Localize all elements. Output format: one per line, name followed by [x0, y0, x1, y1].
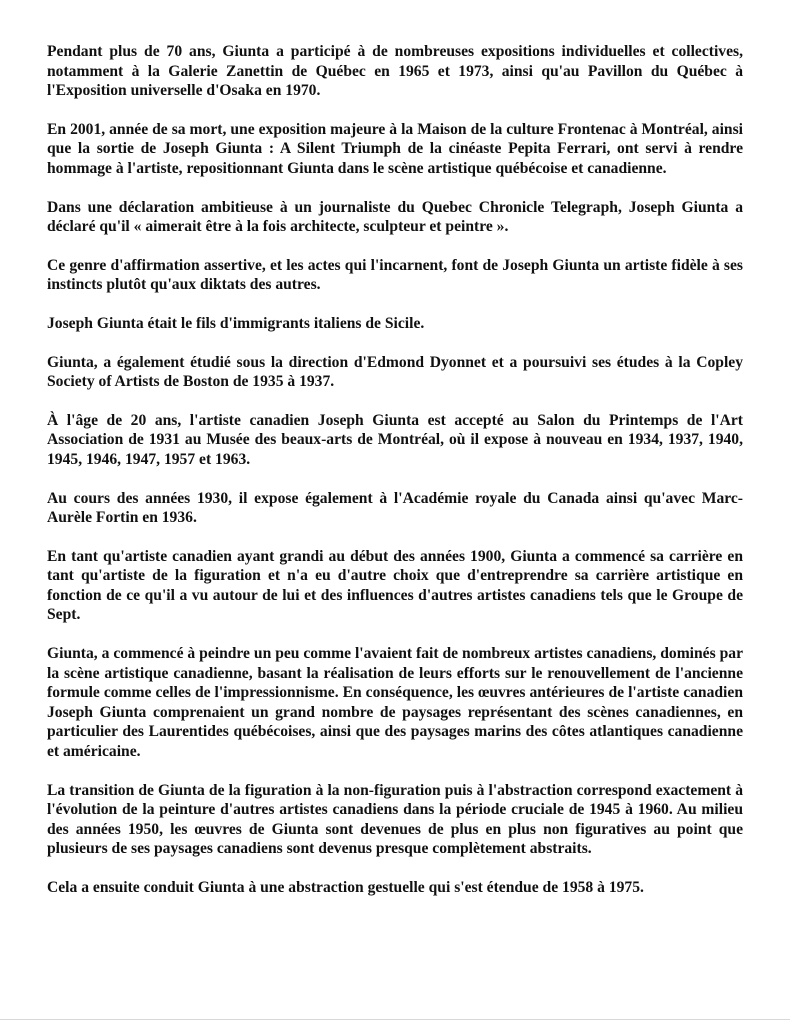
paragraph-osaka-exhibitions: Pendant plus de 70 ans, Giunta a participé à de nombreuses expositions individuelles et collectives, notamment à la Galerie Zanettin de Québec en 1965 et 1973, ainsi qu'au Pavillon du Québec à l'Exposition universelle d'Osaka en 1970. [47, 43, 743, 100]
paragraph-figuration-career: En tant qu'artiste canadien ayant grandi au début des années 1900, Giunta a commencé sa carrière en tant qu'artiste de la figuration et n'a eu d'autre choix que d'entreprendre sa carrière artistique en fonction de ce qu'il a vu autour de lui et des influences d'autres artistes canadiens tels que le Groupe de Sept. [47, 547, 743, 624]
page-bottom-divider [0, 1019, 790, 1020]
paragraph-salon-du-printemps: À l'âge de 20 ans, l'artiste canadien Joseph Giunta est accepté au Salon du Printemps de l'Art Association de 1931 au Musée des beaux-arts de Montréal, où il expose à nouveau en 1934, 1937, 1940, 1945, 1946, 1947, 1957 et 1963. [47, 411, 743, 468]
paragraph-2001-tribute: En 2001, année de sa mort, une exposition majeure à la Maison de la culture Frontenac à Montréal, ainsi que la sortie de Joseph Giunta : A Silent Triumph de la cinéaste Pepita Ferrari, ont servi à rendre hommage à l'artiste, repositionnant Giunta dans le scène artistique québécoise et canadienne. [47, 120, 743, 177]
paragraph-origins: Joseph Giunta était le fils d'immigrants italiens de Sicile. [47, 314, 425, 332]
paragraph-gestural-abstraction: Cela a ensuite conduit Giunta à une abstraction gestuelle qui s'est étendue de 1958 à 1975. [47, 879, 644, 896]
paragraph-early-works: Giunta, a commencé à peindre un peu comme l'avaient fait de nombreux artistes canadiens, dominés par la scène artistique canadienne, basant la réalisation de leurs efforts sur le renouvellement de l'ancienne formule comme celles de l'impressionnisme. En conséquence, les œuvres antérieures de l'artiste canadien Joseph Giunta comprenaient un grand nombre de paysages représentant des scènes canadiennes, en particulier des Laurentides québécoises, ainsi que des paysages marins des côtes atlantiques canadienne et américaine. [47, 645, 743, 761]
paragraph-transition-abstraction: La transition de Giunta de la figuration à la non-figuration puis à l'abstraction correspond exactement à l'évolution de la peinture d'autres artistes canadiens dans la période cruciale de 1945 à 1960. Au milieu des années 1950, les œuvres de Giunta sont devenues de plus en plus non figuratives au point que plusieurs de ses paysages canadiens sont devenus presque complètement abstraits. [47, 781, 743, 858]
paragraph-declaration: Dans une déclaration ambitieuse à un journaliste du Quebec Chronicle Telegraph, Joseph Giunta a déclaré qu'il « aimerait être à la fois architecte, sculpteur et peintre ». [47, 198, 743, 236]
paragraph-assertive-affirmation: Ce genre d'affirmation assertive, et les actes qui l'incarnent, font de Joseph Giunta un artiste fidèle à ses instincts plutôt qu'aux diktats des autres. [47, 256, 743, 294]
paragraph-1930s-exhibitions: Au cours des années 1930, il expose également à l'Académie royale du Canada ainsi qu'avec Marc-Aurèle Fortin en 1936. [47, 489, 743, 527]
document-page [47, 42, 743, 917]
paragraph-studies: Giunta, a également étudié sous la direction d'Edmond Dyonnet et a poursuivi ses études à la Copley Society of Artists de Boston de 1935 à 1937. [47, 353, 743, 391]
